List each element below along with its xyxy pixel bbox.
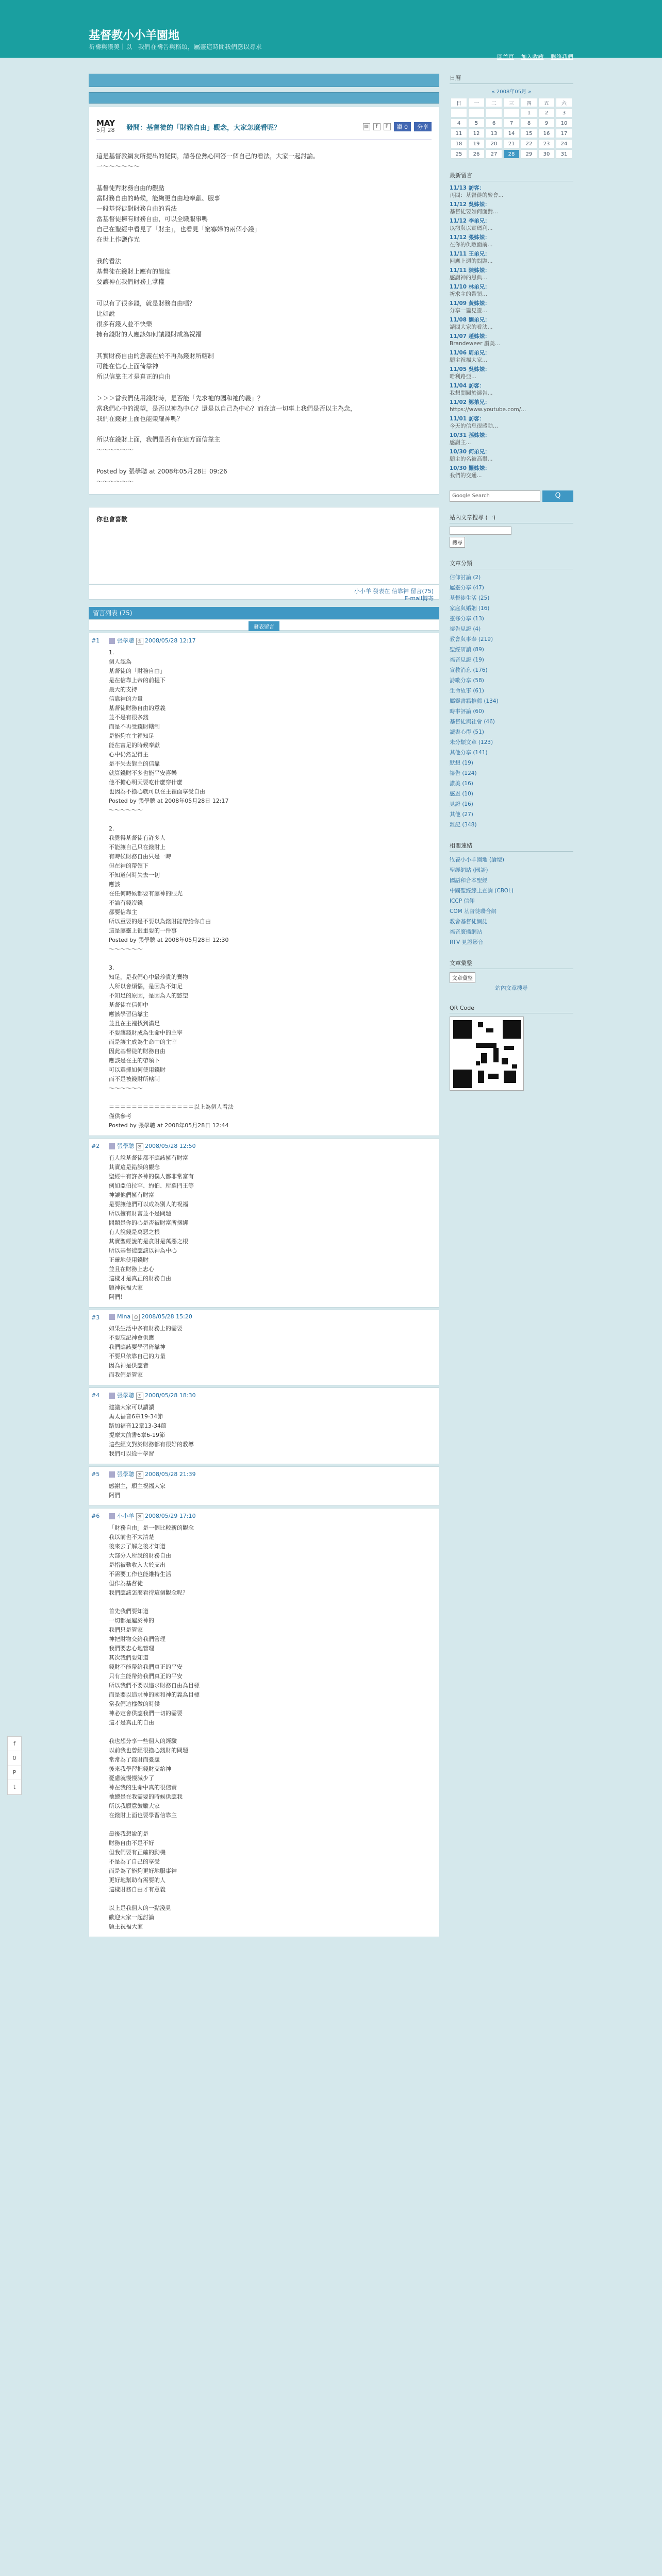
category-item[interactable]: 靈修分享 (13) xyxy=(450,616,484,622)
clock-icon: ◷ xyxy=(136,1143,143,1150)
article-date xyxy=(96,120,121,134)
link-item[interactable]: 國語和合本聖經 xyxy=(450,877,488,884)
recent-comment-author: 11/12 李弟兄： xyxy=(450,218,490,224)
recent-comment-item[interactable] xyxy=(450,316,573,331)
calendar-day[interactable]: 29 xyxy=(521,149,537,159)
article-header xyxy=(96,120,432,140)
recent-comment-excerpt: 願主祝福大家... xyxy=(450,357,488,363)
recent-comment-excerpt: 祈求主的帶領... xyxy=(450,291,488,297)
category-item[interactable]: 時事評論 (60) xyxy=(450,708,484,715)
category-item[interactable]: 禱告見證 (4) xyxy=(450,626,481,632)
link-item[interactable]: 中國聖經線上查詢 (CBOL) xyxy=(450,888,514,894)
calendar-day[interactable]: 14 xyxy=(503,129,520,138)
recent-comment-item[interactable] xyxy=(450,465,573,479)
facebook-icon[interactable]: f xyxy=(373,123,380,130)
comment-date: 2008/05/29 17:10 xyxy=(145,1513,196,1519)
weekday-label: 六 xyxy=(556,98,572,107)
clock-icon: ◷ xyxy=(133,1314,140,1321)
calendar-day[interactable]: 27 xyxy=(486,149,502,159)
related-posts xyxy=(89,507,439,584)
recent-comment-author: 11/08 劉弟兄： xyxy=(450,317,490,323)
category-item[interactable]: 生命故事 (61) xyxy=(450,688,484,694)
calendar-day[interactable]: 21 xyxy=(503,139,520,148)
weekday-label: 日 xyxy=(451,98,467,107)
recent-comment-item[interactable] xyxy=(450,382,573,397)
category-item[interactable]: 其他分享 (141) xyxy=(450,750,488,756)
avatar-icon xyxy=(109,1314,115,1320)
recent-comment-item[interactable] xyxy=(450,415,573,430)
add-comment-bar xyxy=(89,619,439,631)
calendar-day[interactable]: 8 xyxy=(521,118,537,128)
calendar-day[interactable]: 7 xyxy=(503,118,520,128)
category-item[interactable]: 教會與事奉 (219) xyxy=(450,636,493,642)
site-subtitle: 祈禱與讚美｜以 我們在禱告與稱頌，屬靈這時間我們應以尋求 xyxy=(89,43,262,50)
recent-comment-excerpt: 哈利路亞... xyxy=(450,374,477,380)
calendar-day[interactable]: 10 xyxy=(556,118,572,128)
clock-icon: ◷ xyxy=(136,1393,143,1400)
calendar-day[interactable]: 11 xyxy=(451,129,467,138)
recent-comment-item[interactable] xyxy=(450,349,573,364)
clock-icon: ◷ xyxy=(136,1513,143,1520)
site-search-widget xyxy=(450,513,573,548)
category-item[interactable]: 聖經研讀 (89) xyxy=(450,647,484,653)
recent-comment-item[interactable] xyxy=(450,234,573,248)
comment-author[interactable]: 張學聰 xyxy=(117,1143,134,1149)
article-paragraph: 可以有了很多錢，就是財務自由嗎？ 比如說 很多有錢人並不快樂 擁有錢財的人應該如何讓錢財成為祝福 xyxy=(96,300,202,338)
calendar-day[interactable]: 19 xyxy=(468,139,485,148)
comment-text: 1. 個人認為 基督徒的「財務自由」 是在信靠上帝的前提下 最大的支持 信靠神的力量 基督徒財務自由的意義 並不是有很多錢 而是不再受錢財轄制 是能夠在主裡知足 能在富足的時候奉獻 心中仍然記得主 是不失去對主的信靠 就算錢財不多也能平安喜樂 他不擔心明天要吃什麼穿什麼 也因為不擔心就可以在主裡面享受自由 Posted by 張學聰 at 2008年05月28日 12:17 ～～～～～～ 2. 我覺得基督徒有許多人 不能讓自己只在錢財上 有時候財務自由只是一時 但在神的帶領下 不知道何時失去一切 應該 在任何時候都要有屬神的眼光 不論有錢沒錢 都要信靠主 所以重要的是不要以為錢財能帶給你自由 這是屬靈上很重要的一件事 Posted by 張學聰 at 2008年05月28日 12:30 ～～～～～～ 3. 知足，是我們心中最珍貴的寶物 人所以會煩惱，是因為不知足 不知足的原因，是因為人的慾望 基督徒在信仰中 應該學習信靠主 並且在主裡找到滿足 不要讓錢財成為生命中的主宰 而是讓主成為生命中的主宰 因此基督徒的財務自由 應該是在主的帶領下 可以選擇如何使用錢財 而不是被錢財所轄制 ～～～～～～ ＝＝＝＝＝＝＝＝＝＝＝＝＝＝＝以上為個人看法 僅供參考 Posted by 張學聰 at 2008年05月28日 12:44 xyxy=(109,649,234,1129)
category-item[interactable]: 信仰討論 (2) xyxy=(450,574,481,581)
calendar-day xyxy=(468,108,485,117)
site-search-button[interactable]: 搜尋 xyxy=(450,537,465,548)
recent-comments xyxy=(450,184,573,479)
calendar-day[interactable]: 22 xyxy=(521,139,537,148)
weekday-label: 一 xyxy=(468,98,485,107)
link-item[interactable]: 教會基督徒網誌 xyxy=(450,919,488,925)
category-item[interactable]: 禱告 (124) xyxy=(450,770,477,776)
category-item[interactable]: 讚美 (16) xyxy=(450,781,473,787)
article-footer xyxy=(89,584,439,600)
article-paragraph: ＞＞＞當我們使用錢財時，是否能「先求祂的國和祂的義」？ 當我們心中的渴望，是否以神為中心？還是以自己為中心？而在這一切事上我們是否以主為念， 我們在錢財上面也能榮耀神嗎？ 所以在錢財上面，我們是否有在這方面信靠主 ～～～～～～ xyxy=(96,395,357,453)
comment-meta xyxy=(109,1470,434,1479)
recent-comment-excerpt: 分享一篇見證... xyxy=(450,308,488,314)
calendar-day[interactable]: 15 xyxy=(521,129,537,138)
plurk-share-icon[interactable]: P xyxy=(8,1766,21,1780)
top-bar xyxy=(89,74,439,87)
comments-bar[interactable]: 留言列表 (75) xyxy=(89,607,439,619)
link-item[interactable]: RTV 見證影音 xyxy=(450,939,484,945)
recent-comment-excerpt: Brandeweer 讚美... xyxy=(450,341,500,347)
calendar-day[interactable]: 16 xyxy=(538,129,555,138)
category-item[interactable]: 宣教消息 (176) xyxy=(450,667,488,673)
recent-comment-excerpt: 願主的名被高舉... xyxy=(450,456,493,462)
comment-number: #3 xyxy=(91,1314,100,1321)
sidebar xyxy=(450,74,573,1102)
weekday-label: 二 xyxy=(486,98,502,107)
category-item[interactable]: 屬靈書籍推薦 (134) xyxy=(450,698,499,704)
calendar-day[interactable]: 12 xyxy=(468,129,485,138)
category-item[interactable]: 讀書心得 (51) xyxy=(450,729,484,735)
calendar-day[interactable]: 17 xyxy=(556,129,572,138)
header-link-favorite[interactable]: 加入收藏 xyxy=(521,54,544,60)
recent-comment-excerpt: 感謝神的恩典... xyxy=(450,275,488,281)
share-count: 0 xyxy=(8,1751,21,1766)
comment-author[interactable]: 小小羊 xyxy=(117,1513,134,1519)
recent-comment-item[interactable] xyxy=(450,201,573,215)
archive-heading: 文章彙整 xyxy=(450,959,573,969)
recent-comment-excerpt: 基督徒要如何面對... xyxy=(450,209,499,215)
calendar-day[interactable]: 20 xyxy=(486,139,502,148)
recent-comment-author: 10/30 羅姊妹： xyxy=(450,465,490,471)
category-item[interactable]: 屬靈分享 (47) xyxy=(450,585,484,591)
article-paragraph: 其實財務自由的意義在於不再為錢財所轄制 可能在信心上面倚靠神 所以信靠主才是真正的自由 xyxy=(96,352,214,380)
article-title[interactable]: 發問：基督徒的「財務自由」觀念，大家怎麼看呢？ xyxy=(126,124,281,132)
comment-author[interactable]: 張學聰 xyxy=(117,1392,134,1399)
recent-heading: 最新留言 xyxy=(450,171,573,181)
comment-date: 2008/05/28 21:39 xyxy=(145,1471,196,1478)
recent-comment-item[interactable] xyxy=(450,300,573,314)
recent-comment-item[interactable] xyxy=(450,399,573,413)
comment-number: #4 xyxy=(91,1392,100,1399)
comment xyxy=(89,633,439,1136)
recent-comment-item[interactable] xyxy=(450,283,573,298)
recent-comment-author: 11/06 周弟兄： xyxy=(450,350,490,356)
category-item[interactable]: 默想 (19) xyxy=(450,760,473,766)
comment xyxy=(89,1508,439,1937)
archive-widget xyxy=(450,959,573,993)
comment-date: 2008/05/28 15:20 xyxy=(141,1313,192,1320)
article-paragraph: 基督徒對財務自由的觀點 當財務自由的時候，能夠更自由地奉獻、服事 一般基督徒對財務自由的看法 當基督徒擁有財務自由，可以全職服事嗎 自己在聖經中看見了「財主」，也看見「窮寡婦的兩個小錢」 在世上作鹽作光 xyxy=(96,184,261,243)
recent-comment-excerpt: 我想問關於禱告... xyxy=(450,390,493,396)
calendar-day xyxy=(451,108,467,117)
category-item[interactable]: 基督徒生活 (25) xyxy=(450,595,490,601)
print-icon[interactable]: ▤ xyxy=(363,123,370,130)
avatar-icon xyxy=(109,1143,115,1149)
weekday-label: 三 xyxy=(503,98,520,107)
category-item[interactable]: 詩歌分享 (58) xyxy=(450,677,484,684)
comment-meta xyxy=(109,1512,434,1520)
calendar-widget xyxy=(450,74,573,160)
category-item[interactable]: 未分類文章 (123) xyxy=(450,739,493,745)
header-link-home[interactable]: 回首頁 xyxy=(497,54,514,60)
links-heading: 相關連結 xyxy=(450,841,573,852)
calendar-day[interactable]: 1 xyxy=(521,108,537,117)
archive-link[interactable]: 站內文章搜尋 xyxy=(495,985,528,991)
google-search-button[interactable]: Q xyxy=(542,490,573,502)
calendar-day[interactable]: 4 xyxy=(451,118,467,128)
calendar-day[interactable]: 24 xyxy=(556,139,572,148)
google-search-widget xyxy=(450,490,573,502)
comment-number: #6 xyxy=(91,1513,100,1519)
recent-comment-item[interactable] xyxy=(450,432,573,446)
calendar-table xyxy=(450,97,573,160)
calendar-day[interactable]: 31 xyxy=(556,149,572,159)
comment xyxy=(89,1466,439,1506)
facebook-share-icon[interactable]: f xyxy=(8,1737,21,1751)
categories-heading: 文章分類 xyxy=(450,559,573,569)
recent-comment-item[interactable] xyxy=(450,448,573,463)
article-body xyxy=(96,151,432,487)
recent-comments-widget xyxy=(450,171,573,479)
like-button[interactable]: 讚 0 xyxy=(394,122,411,131)
category-item[interactable]: 雜記 (348) xyxy=(450,822,477,828)
site-title[interactable]: 基督教小小羊園地 xyxy=(89,29,180,42)
comment-date: 2008/05/28 18:30 xyxy=(145,1392,196,1399)
comment-meta xyxy=(109,636,434,645)
link-item[interactable]: 福音廣播網站 xyxy=(450,929,482,935)
recent-comment-author: 11/11 陳姊妹： xyxy=(450,267,490,274)
related-heading: 你也會喜歡 xyxy=(96,516,128,523)
comment-number: #5 xyxy=(91,1471,100,1478)
calendar-day[interactable]: 3 xyxy=(556,108,572,117)
main-column xyxy=(89,74,439,1937)
google-search-input[interactable]: Google Search xyxy=(450,490,540,502)
calendar-day xyxy=(503,108,520,117)
recent-comment-author: 11/01 訪客： xyxy=(450,416,485,422)
link-item[interactable]: 聖經網站 (國語) xyxy=(450,867,488,873)
comment-text: 建議大家可以讀讀 馬太福音6章19-34節 路加福音12章13-34節 提摩太前書6章6-19節 這些經文對於財務都有很好的教導 我們可以從中學習 xyxy=(109,1404,194,1457)
site-search-input[interactable] xyxy=(450,527,511,535)
calendar-day[interactable]: 6 xyxy=(486,118,502,128)
recent-comment-excerpt: 請問大家的看法... xyxy=(450,324,493,330)
article-paragraph: 這是基督教網友所提出的疑問，請各位熱心回答一個自己的看法，大家一起討論。 一～～～～～～ xyxy=(96,152,320,170)
comment-author[interactable]: 張學聰 xyxy=(117,637,134,644)
recent-comment-author: 11/11 王弟兄： xyxy=(450,251,490,257)
twitter-share-icon[interactable]: t xyxy=(8,1780,21,1794)
calendar-title[interactable]: « 2008年05月 » xyxy=(491,89,532,95)
recent-comment-item[interactable] xyxy=(450,333,573,347)
comment-date: 2008/05/28 12:50 xyxy=(145,1143,196,1149)
comment-number: #2 xyxy=(91,1143,100,1149)
qr-heading: QR Code xyxy=(450,1005,573,1013)
avatar-icon xyxy=(109,1513,115,1519)
share-button[interactable]: 分享 xyxy=(414,122,432,131)
recent-comment-excerpt: https://www.youtube.com/... xyxy=(450,406,526,413)
header-links xyxy=(492,53,573,61)
avatar-icon xyxy=(109,1393,115,1399)
comment-meta xyxy=(109,1142,434,1150)
comment-list xyxy=(89,633,439,1937)
recent-comment-author: 11/02 鄭弟兄： xyxy=(450,399,490,405)
category-item[interactable]: 福音見證 (19) xyxy=(450,657,484,663)
categories-widget xyxy=(450,559,573,830)
category-bar xyxy=(89,92,439,104)
recent-comment-author: 10/31 孫姊妹： xyxy=(450,432,490,438)
floating-share-bar xyxy=(7,1736,22,1795)
clock-icon: ◷ xyxy=(136,1471,143,1479)
recent-comment-author: 11/07 趙姊妹： xyxy=(450,333,490,340)
article xyxy=(89,107,439,495)
article-paragraph: Posted by 張學聰 at 2008年05月28日 09:26 ～～～～～～ xyxy=(96,468,227,485)
comment-text: 如果生活中多有財務上的需要 不要忘記神會供應 我們應該要學習倚靠神 不要只依靠自己的力量 因為神是供應者 而我們是管家 xyxy=(109,1325,183,1378)
calendar-day[interactable]: 26 xyxy=(468,149,485,159)
category-item[interactable]: 家庭與婚姻 (16) xyxy=(450,605,490,612)
comment xyxy=(89,1387,439,1464)
recent-comment-author: 11/05 吳姊妹： xyxy=(450,366,490,372)
recent-comment-item[interactable] xyxy=(450,217,573,232)
recent-comment-item[interactable] xyxy=(450,366,573,380)
comment xyxy=(89,1138,439,1308)
comment-number: #1 xyxy=(91,637,100,644)
recent-comment-item[interactable] xyxy=(450,267,573,281)
calendar-day[interactable]: 13 xyxy=(486,129,502,138)
calendar-day[interactable]: 5 xyxy=(468,118,485,128)
calendar-day[interactable]: 18 xyxy=(451,139,467,148)
calendar-day xyxy=(486,108,502,117)
comment-text: 「財務自由」是一個比較新的觀念 我以前也不太清楚 後來去了解之後才知道 大部分人所說的財務自由 是指被動收入大於支出 不需要工作也能維持生活 但作為基督徒 我們應該怎麼看待這個觀念呢？ 首先我們要知道 一切都是屬於神的 我們只是管家 神把財物交給我們管理 我們要忠心地管理 其次我們要知道 錢財不能帶給我們真正的平安 只有主能帶給我們真正的平安 所以我們不要以追求財務自由為目標 而是要以追求神的國和神的義為目標 當我們這樣做的時候 神必定會供應我們一切的需要 這才是真正的自由 我也想分享一些個人的經驗 以前我也曾經很擔心錢財的問題 常常為了錢財而憂慮 後來我學習把錢財交給神 憂慮就慢慢減少了 神在我的生命中真的很信實 祂總是在我需要的時候供應我 所以我願意鼓勵大家 在錢財上面也要學習信靠主 最後我想說的是 財務自由不是不好 但我們要有正確的動機 不是為了自己的享受 而是為了能夠更好地服事神 更好地幫助有需要的人 這樣財務自由才有意義 以上是我個人的一點淺見 歡迎大家一起討論 願主祝福大家 xyxy=(109,1524,200,1930)
header-link-contact[interactable]: 聯絡我們 xyxy=(551,54,573,60)
comment-author[interactable]: 張學聰 xyxy=(117,1471,134,1478)
article-tools xyxy=(363,122,432,131)
calendar-day[interactable]: 30 xyxy=(538,149,555,159)
article-paragraph: 我的看法 基督徒在錢財上應有的態度 要讓神在我們財務上掌權 xyxy=(96,258,171,285)
links-widget xyxy=(450,841,573,947)
recent-comment-excerpt: 以撒與以實瑪利... xyxy=(450,225,493,231)
recent-comment-excerpt: 今天的信息很感動... xyxy=(450,423,499,429)
calendar-heading: 日曆 xyxy=(450,74,573,84)
recent-comment-excerpt: 我們的交通... xyxy=(450,472,482,479)
weekday-label: 四 xyxy=(521,98,537,107)
add-comment-button[interactable]: 發表留言 xyxy=(249,621,279,631)
qr-widget xyxy=(450,1005,573,1091)
footer-meta[interactable]: 小小羊 發表在 信靠神 留言(75) xyxy=(354,588,434,595)
plurk-icon[interactable]: P xyxy=(384,123,391,130)
comment-date: 2008/05/28 12:17 xyxy=(145,637,196,644)
recent-comment-excerpt: 回應上週的問題... xyxy=(450,258,493,264)
recent-comment-excerpt: 再問：基督徒的聚會... xyxy=(450,192,504,198)
category-item[interactable]: 其他 (27) xyxy=(450,811,473,818)
link-item[interactable]: ICCP 信仰 xyxy=(450,898,475,904)
recent-comment-author: 11/12 吳姊妹： xyxy=(450,201,490,208)
recent-comment-item[interactable] xyxy=(450,184,573,199)
date-month: MAY xyxy=(96,118,115,128)
calendar-day[interactable]: 9 xyxy=(538,118,555,128)
site-header xyxy=(0,0,662,58)
comment-meta xyxy=(109,1391,434,1400)
category-list xyxy=(450,572,573,830)
avatar-icon xyxy=(109,1471,115,1478)
recent-comment-author: 11/10 林弟兄： xyxy=(450,284,490,290)
archive-select[interactable]: 文章彙整 xyxy=(450,972,475,983)
recent-comment-author: 11/12 張姊妹： xyxy=(450,234,490,241)
comment-meta xyxy=(109,1313,434,1321)
category-item[interactable]: 基督徒與社會 (46) xyxy=(450,719,495,725)
recent-comment-author: 11/04 訪客： xyxy=(450,383,485,389)
recent-comment-excerpt: 感謝主... xyxy=(450,439,471,446)
recent-comment-author: 11/13 訪客： xyxy=(450,185,485,191)
avatar-icon xyxy=(109,638,115,644)
recent-comment-item[interactable] xyxy=(450,250,573,265)
recent-comment-excerpt: 在你的仇敵面前... xyxy=(450,242,493,248)
qr-code-image xyxy=(450,1016,524,1091)
weekday-label: 五 xyxy=(538,98,555,107)
recent-comment-author: 10/30 何弟兄： xyxy=(450,449,490,455)
link-item[interactable]: 牧養小小羊園地 (論壇) xyxy=(450,857,505,863)
calendar-day[interactable]: 25 xyxy=(451,149,467,159)
site-search-heading: 站內文章搜尋 (一) xyxy=(450,513,573,523)
comment-author[interactable]: Mina xyxy=(117,1313,131,1320)
calendar-day[interactable]: 23 xyxy=(538,139,555,148)
recent-comment-author: 11/09 黃姊妹： xyxy=(450,300,490,307)
comment-text: 有人說基督徒都不應該擁有財富 其實這是錯誤的觀念 聖經中有許多神的僕人都非常富有 例如亞伯拉罕、約伯、所羅門王等 神讓他們擁有財富 是要讓他們可以成為別人的祝福 所以擁有財富並不是問題 問題是你的心是否被財富所捆綁 有人說錢是萬惡之根 其實聖經說的是貪財是萬惡之根 所以基督徒應該以神為中心 正確地使用錢財 並且在財務上忠心 這樣才是真正的財務自由 願神祝福大家 阿們！ xyxy=(109,1155,194,1300)
comment-text: 感謝主，願主祝福大家 阿們 xyxy=(109,1483,166,1499)
category-item[interactable]: 感恩 (10) xyxy=(450,791,473,797)
comment xyxy=(89,1310,439,1385)
calendar-day[interactable]: 2 xyxy=(538,108,555,117)
link-list xyxy=(450,855,573,947)
clock-icon: ◷ xyxy=(136,638,143,645)
email-link[interactable]: E-mail轉寄 xyxy=(404,595,434,602)
calendar-day[interactable]: 28 xyxy=(503,149,520,159)
category-item[interactable]: 見證 (16) xyxy=(450,801,473,807)
link-item[interactable]: COM 基督徒聯合網 xyxy=(450,908,496,914)
date-day: 5月 28 xyxy=(96,127,115,133)
